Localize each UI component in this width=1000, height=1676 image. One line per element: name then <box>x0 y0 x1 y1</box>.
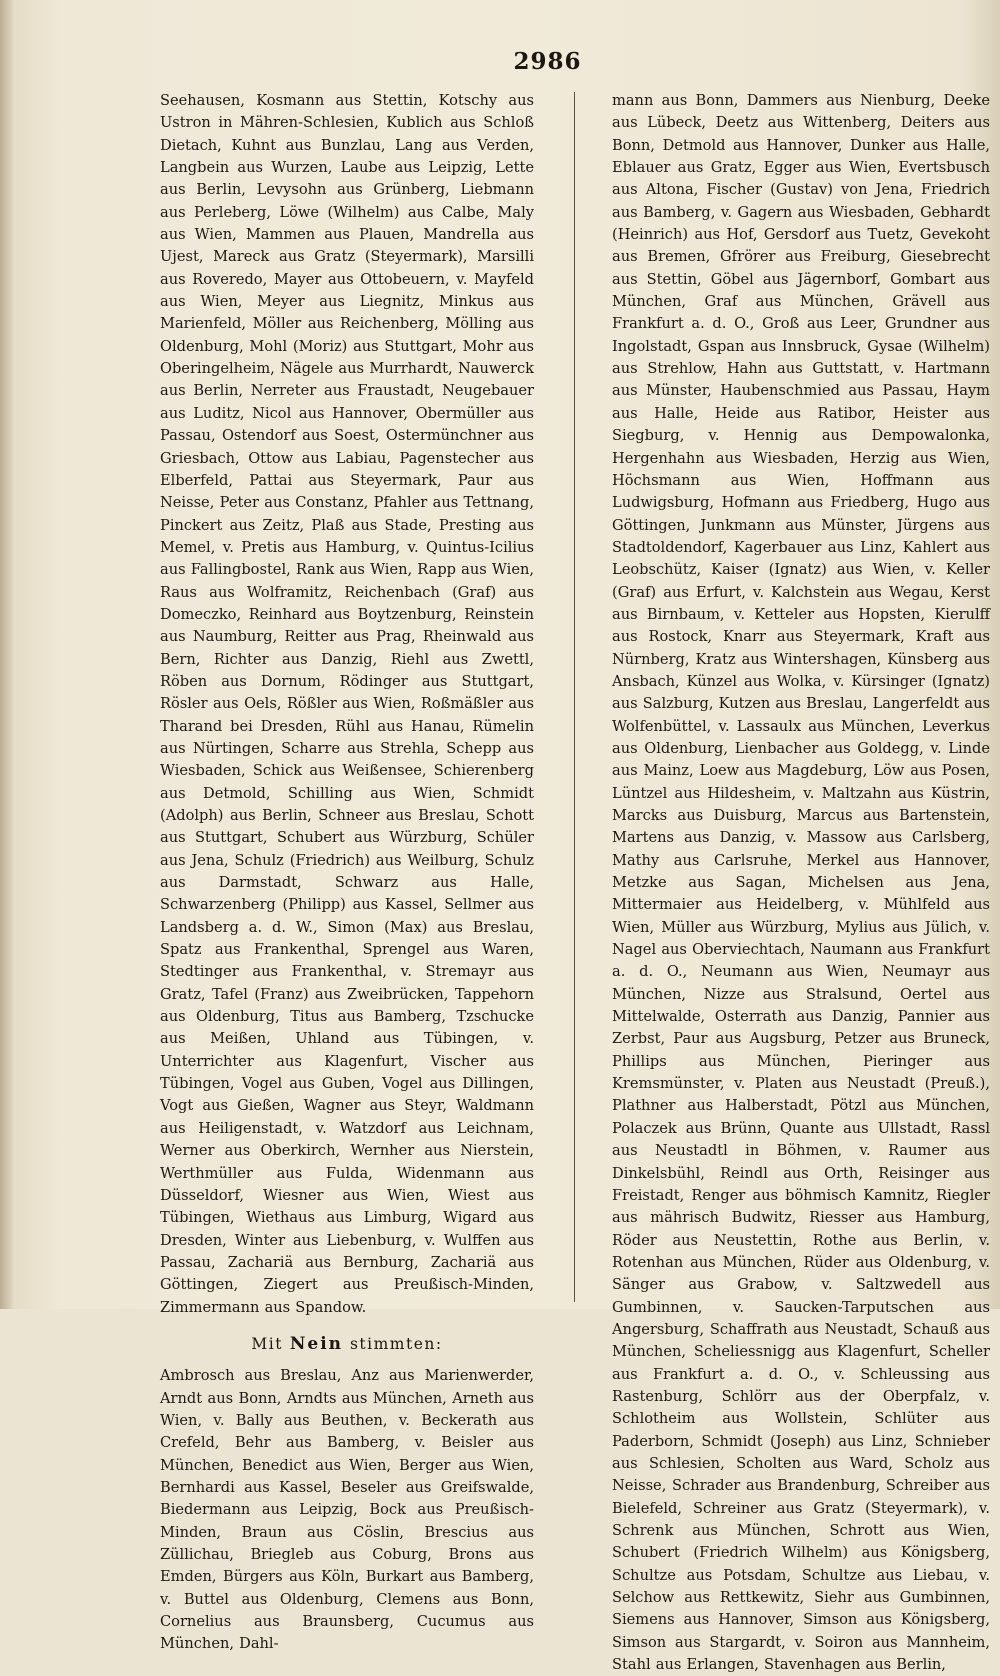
section-heading-nein <box>160 1333 534 1355</box>
nein-vote-list-start: Ambrosch aus Breslau, Anz aus Marienwerder, Arndt aus Bonn, Arndts aus München, Arneth aus Wien, v. Bally aus Beuthen, v. Beckerath aus Crefeld, Behr aus Bamberg, v. Beisler aus München, Benedict aus Wien, Berger aus Wien, Bernhardi aus Kassel, Beseler aus Greifswalde, Biedermann aus Leipzig, Bock aus Preußisch-Minden, Braun aus Cöslin, Brescius aus Züllichau, Briegleb aus Coburg, Brons aus Emden, Bürgers aus Köln, Burkart aus Bamberg, v. Buttel aus Oldenburg, Clemens aus Bonn, Cornelius aus Braunsberg, Cucumus aus München, Dahl- <box>160 1367 534 1653</box>
heading-suffix: stimmten: <box>343 1334 443 1353</box>
right-column <box>612 90 990 1676</box>
heading-prefix: Mit <box>251 1334 290 1353</box>
binding-shadow <box>0 0 14 1309</box>
ja-vote-list-continued: Seehausen, Kosmann aus Stettin, Kotschy aus Ustron in Mähren-Schlesien, Kublich aus Schloß Dietach, Kuhnt aus Bunzlau, Lang aus Verden, Langbein aus Wurzen, Laube aus Leipzig, Lette aus Berlin, Levysohn aus Grünberg, Liebmann aus Perleberg, Löwe (Wilhelm) aus Calbe, Maly aus Wien, Mammen aus Plauen, Mandrella aus Ujest, Mareck aus Gratz (Steyermark), Marsilli aus Roveredo, Mayer aus Ottobeuern, v. Mayfeld aus Wien, Meyer aus Liegnitz, Minkus aus Marienfeld, Möller aus Reichenberg, Mölling aus Oldenburg, Mohl (Moriz) aus Stuttgart, Mohr aus Oberingelheim, Nägele aus Murrhardt, Nauwerck aus Berlin, Nerreter aus Fraustadt, Neugebauer aus Luditz, Nicol aus Hannover, Obermüller aus Passau, Ostendorf aus Soest, Ostermünchner aus Griesbach, Ottow aus Labiau, Pagenstecher aus Elberfeld, Pattai aus Steyermark, Paur aus Neisse, Peter aus Constanz, Pfahler aus Tettnang, Pinckert aus Zeitz, Plaß aus Stade, Presting aus Memel, v. Pretis aus Hamburg, v. Quintus-Icilius aus Fallingbostel, Rank aus Wien, Rapp aus Wien, Raus aus Wolframitz, Reichenbach (Graf) aus Domeczko, Reinhard aus Boytzenburg, Reinstein aus Naumburg, Reitter aus Prag, Rheinwald aus Bern, Richter aus Danzig, Riehl aus Zwettl, Röben aus Dornum, Rödinger aus Stuttgart, Rösler aus Oels, Rößler aus Wien, Roßmäßler aus Tharand bei Dresden, Rühl aus Hanau, Rümelin aus Nürtingen, Scharre aus Strehla, Schepp aus Wiesbaden, Schick aus Weißensee, Schierenberg aus Detmold, Schilling aus Wien, Schmidt (Adolph) aus Berlin, Schneer aus Breslau, Schott aus Stuttgart, Schubert aus Würzburg, Schüler aus Jena, Schulz (Friedrich) aus Weilburg, Schulz aus Darmstadt, Schwarz aus Halle, Schwarzenberg (Philipp) aus Kassel, Sellmer aus Landsberg a. d. W., Simon (Max) aus Breslau, Spatz aus Frankenthal, Sprengel aus Waren, Stedtinger aus Frankenthal, v. Stremayr aus Gratz, Tafel (Franz) aus Zweibrücken, Tappehorn aus Oldenburg, Titus aus Bamberg, Tzschucke aus Meißen, Uhland aus Tübingen, v. Unterrichter aus Klagenfurt, Vischer aus Tübingen, Vogel aus Guben, Vogel aus Dillingen, Vogt aus Gießen, Wagner aus Steyr, Waldmann aus Heiligenstadt, v. Watzdorf aus Leichnam, Werner aus Oberkirch, Wernher aus Nierstein, Werthmüller aus Fulda, Widenmann aus Düsseldorf, Wiesner aus Wien, Wiest aus Tübingen, Wiethaus aus Limburg, Wigard aus Dresden, Winter aus Liebenburg, v. Wulffen aus Passau, Zachariä aus Bernburg, Zachariä aus Göttingen, Ziegert aus Preußisch-Minden, Zimmermann aus Spandow. <box>160 92 534 1316</box>
left-column <box>160 90 534 1656</box>
page-number: 2986 <box>513 48 582 75</box>
column-divider <box>574 92 575 1302</box>
nein-vote-list-continued: mann aus Bonn, Dammers aus Nienburg, Deeke aus Lübeck, Deetz aus Wittenberg, Deiters aus Bonn, Detmold aus Hannover, Dunker aus Halle, Eblauer aus Gratz, Egger aus Wien, Evertsbusch aus Altona, Fischer (Gustav) von Jena, Friedrich aus Bamberg, v. Gagern aus Wiesbaden, Gebhardt (Heinrich) aus Hof, Gersdorf aus Tuetz, Gevekoht aus Bremen, Gfrörer aus Freiburg, Giesebrecht aus Stettin, Göbel aus Jägernborf, Gombart aus München, Graf aus München, Grävell aus Frankfurt a. d. O., Groß aus Leer, Grundner aus Ingolstadt, Gspan aus Innsbruck, Gysae (Wilhelm) aus Strehlow, Hahn aus Guttstatt, v. Hartmann aus Münster, Haubenschmied aus Passau, Haym aus Halle, Heide aus Ratibor, Heister aus Siegburg, v. Hennig aus Dempowalonka, Hergenhahn aus Wiesbaden, Herzig aus Wien, Höchsmann aus Wien, Hoffmann aus Ludwigsburg, Hofmann aus Friedberg, Hugo aus Göttingen, Junkmann aus Münster, Jürgens aus Stadtoldendorf, Kagerbauer aus Linz, Kahlert aus Leobschütz, Kaiser (Ignatz) aus Wien, v. Keller (Graf) aus Erfurt, v. Kalchstein aus Wegau, Kerst aus Birnbaum, v. Ketteler aus Hopsten, Kierulff aus Rostock, Knarr aus Steyermark, Kraft aus Nürnberg, Kratz aus Wintershagen, Künsberg aus Ansbach, Künzel aus Wolka, v. Kürsinger (Ignatz) aus Salzburg, Kutzen aus Breslau, Langerfeldt aus Wolfenbüttel, v. Lassaulx aus München, Leverkus aus Oldenburg, Lienbacher aus Goldegg, v. Linde aus Mainz, Loew aus Magdeburg, Löw aus Posen, Lüntzel aus Hildesheim, v. Maltzahn aus Küstrin, Marcks aus Duisburg, Marcus aus Bartenstein, Martens aus Danzig, v. Massow aus Carlsberg, Mathy aus Carlsruhe, Merkel aus Hannover, Metzke aus Sagan, Michelsen aus Jena, Mittermaier aus Heidelberg, v. Mühlfeld aus Wien, Müller aus Würzburg, Mylius aus Jülich, v. Nagel aus Oberviechtach, Naumann aus Frankfurt a. d. O., Neumann aus Wien, Neumayr aus München, Nizze aus Stralsund, Oertel aus Mittelwalde, Osterrath aus Danzig, Pannier aus Zerbst, Paur aus Augsburg, Petzer aus Bruneck, Phillips aus München, Pieringer aus Kremsmünster, v. Platen aus Neustadt (Preuß.), Plathner aus Halberstadt, Pötzl aus München, Polaczek aus Brünn, Quante aus Ullstadt, Rassl aus Neustadtl in Böhmen, v. Raumer aus Dinkelsbühl, Reindl aus Orth, Reisinger aus Freistadt, Renger aus böhmisch Kamnitz, Riegler aus mährisch Budwitz, Riesser aus Hamburg, Röder aus Neustettin, Rothe aus Berlin, v. Rotenhan aus München, Rüder aus Oldenburg, v. Sänger aus Grabow, v. Saltzwedell aus Gumbinnen, v. Saucken-Tarputschen aus Angersburg, Schaffrath aus Neustadt, Schauß aus München, Scheliessnigg aus Klagenfurt, Scheller aus Frankfurt a. d. O., v. Schleussing aus Rastenburg, Schlörr aus der Oberpfalz, v. Schlotheim aus Wollstein, Schlüter aus Paderborn, Schmidt (Joseph) aus Linz, Schnieber aus Schlesien, Scholten aus Ward, Scholz aus Neisse, Schrader aus Brandenburg, Schreiber aus Bielefeld, Schreiner aus Gratz (Steyermark), v. Schrenk aus München, Schrott aus Wien, Schubert (Friedrich Wilhelm) aus Königsberg, Schultze aus Potsdam, Schultze aus Liebau, v. Selchow aus Rettkewitz, Siehr aus Gumbinnen, Siemens aus Hannover, Simson aus Königsberg, Simson aus Stargardt, v. Soiron aus Mannheim, Stahl aus Erlangen, Stavenhagen aus Berlin, <box>612 92 990 1674</box>
heading-vote-word: Nein <box>289 1333 344 1354</box>
